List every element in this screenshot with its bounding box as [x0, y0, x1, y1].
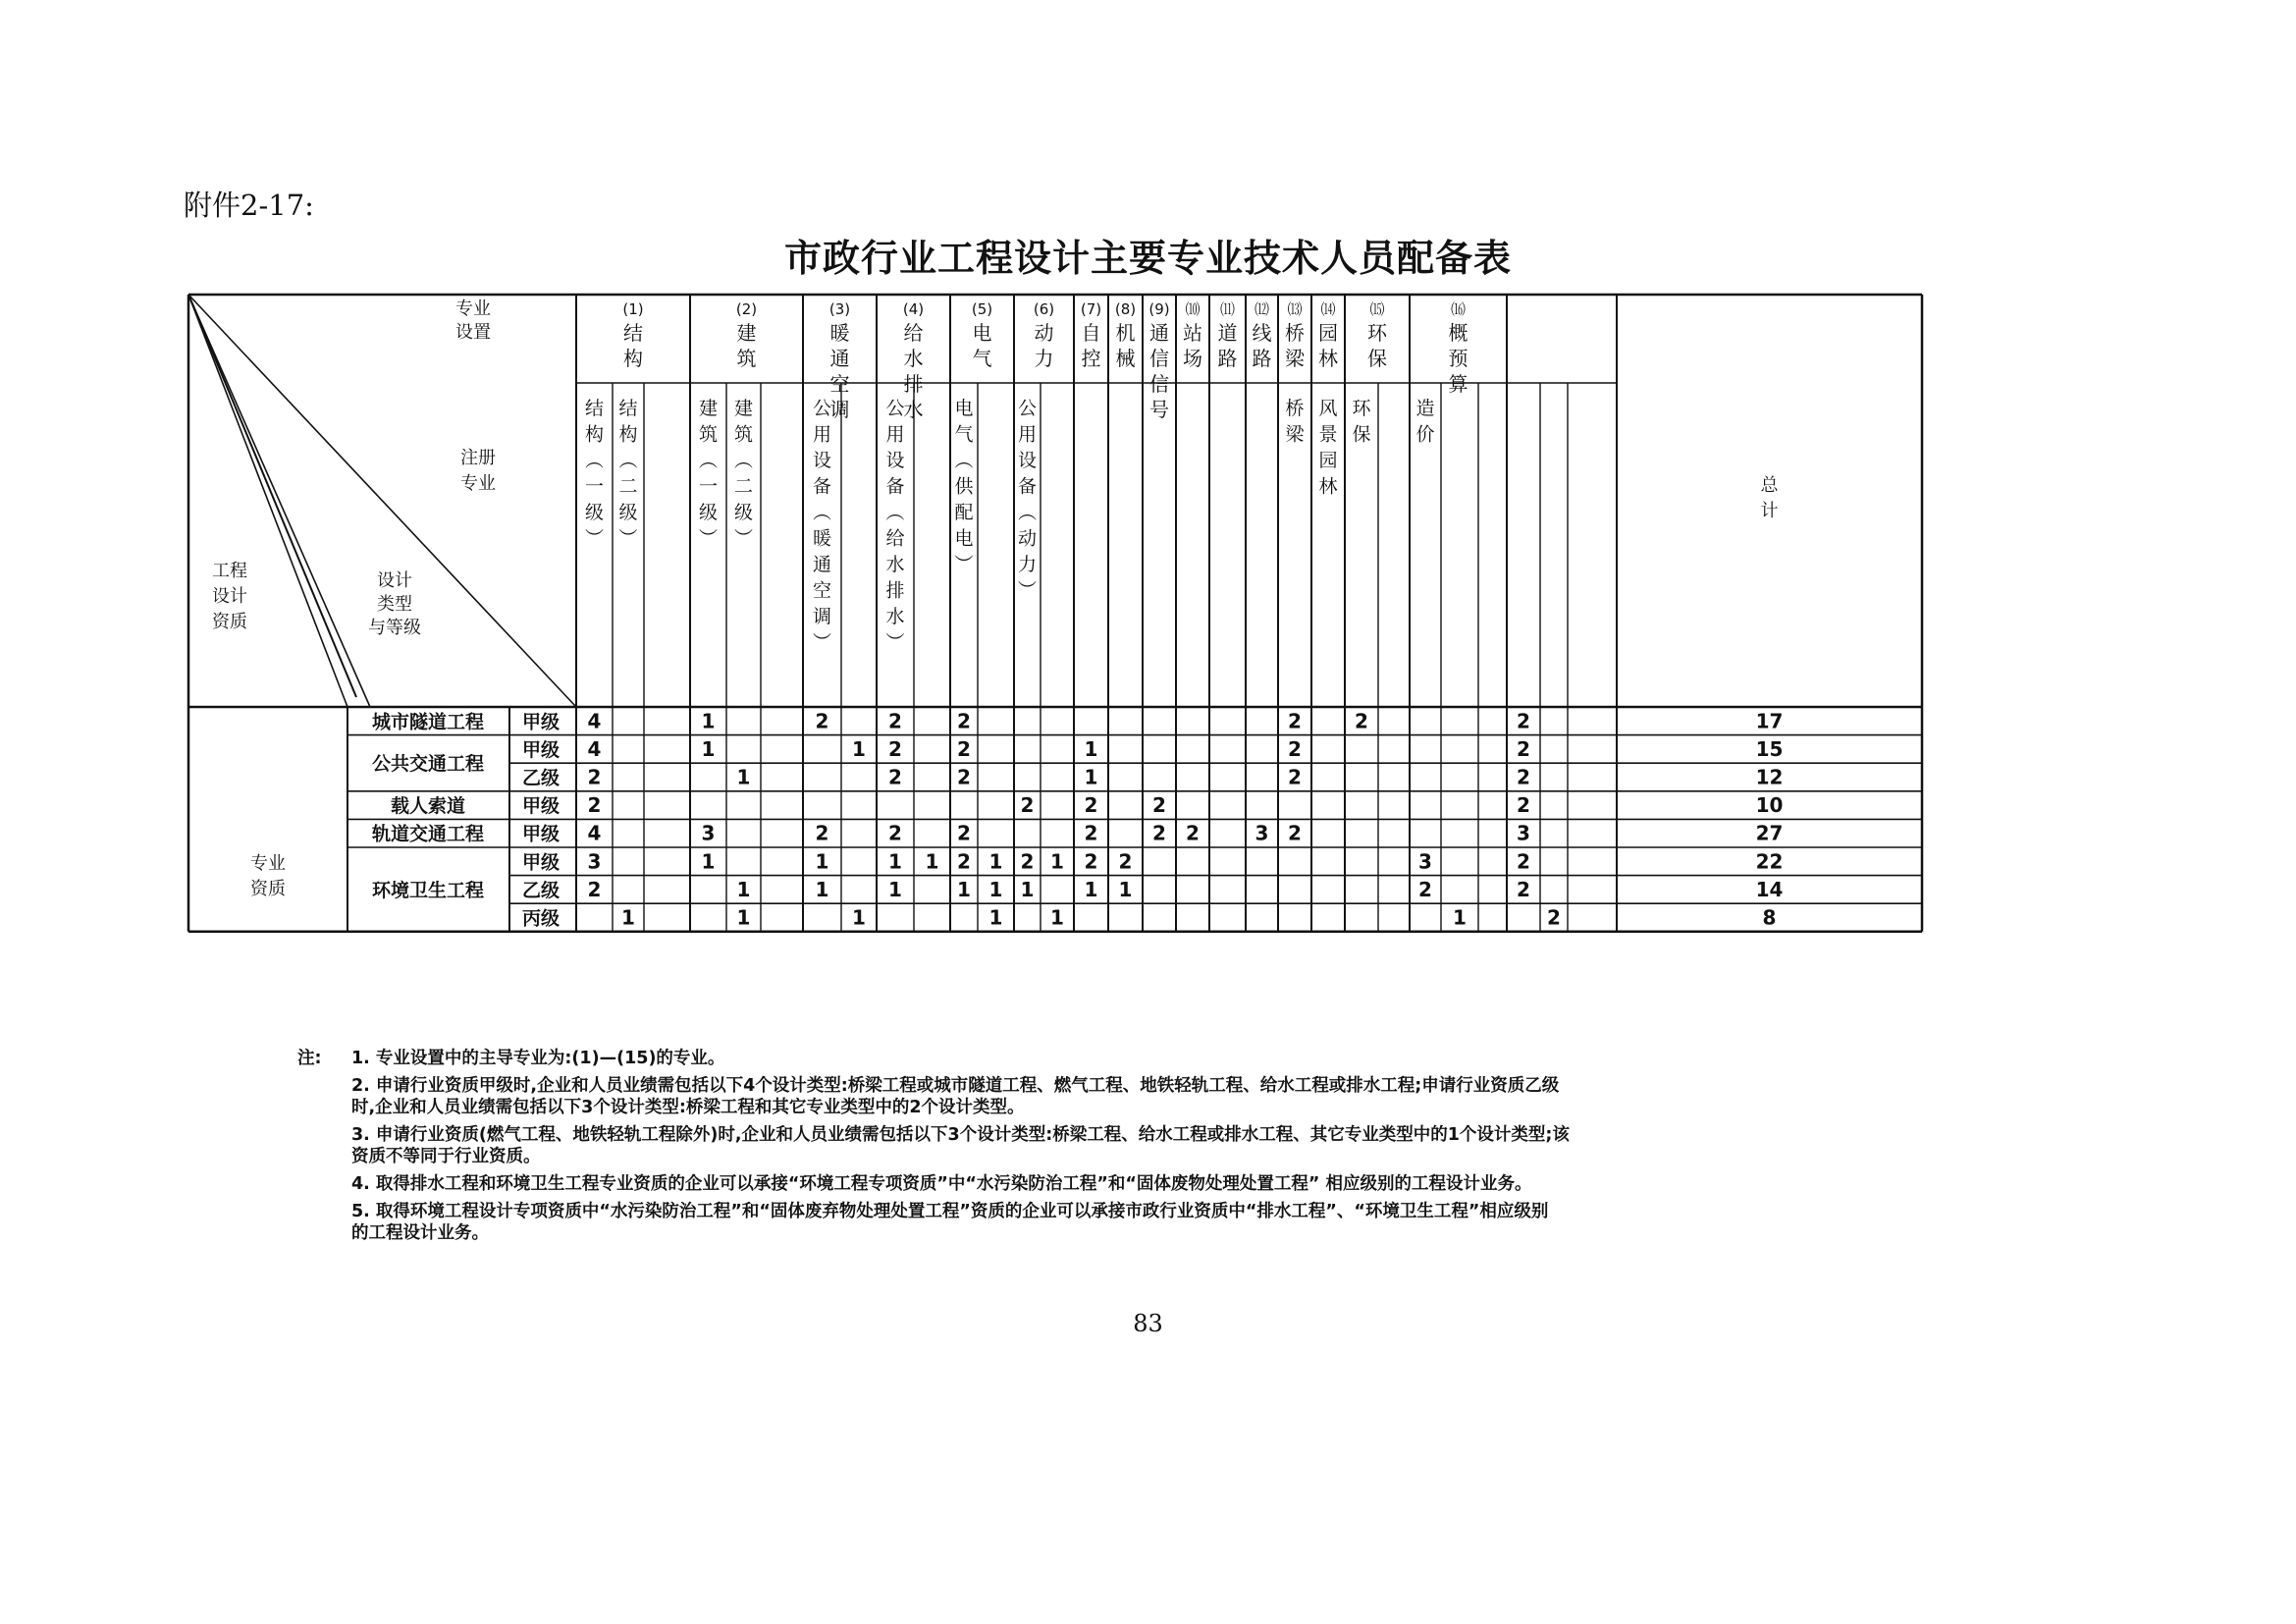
- specialty-number: (2): [735, 300, 758, 318]
- registered-specialty: 动: [1017, 527, 1038, 550]
- specialty-name: 信: [1149, 372, 1169, 396]
- count-cell: 1: [736, 905, 751, 930]
- note-line: 的工程设计业务。: [351, 1223, 489, 1243]
- registered-specialty: 保: [1352, 423, 1371, 446]
- specialty-name: 林: [1318, 347, 1338, 370]
- registered-specialty: 环: [1352, 398, 1371, 419]
- specialty-number: (5): [971, 300, 993, 318]
- registered-specialty: 桥: [1285, 398, 1305, 419]
- specialty-name: 筑: [736, 347, 757, 370]
- registered-specialty: 备: [812, 475, 832, 498]
- count-cell: 2: [1517, 736, 1530, 761]
- count-cell: 1: [701, 849, 716, 874]
- registered-specialty: ︶: [584, 527, 605, 550]
- count-cell: 1: [621, 905, 635, 930]
- count-cell: 1: [1084, 877, 1098, 901]
- registered-specialty: 级: [618, 502, 638, 523]
- count-cell: 2: [957, 709, 971, 733]
- specialty-name: 控: [1081, 347, 1101, 370]
- specialty-name: 建: [736, 321, 757, 345]
- total-cell: 10: [1755, 793, 1784, 818]
- registered-specialty: ︵: [954, 450, 974, 471]
- note-line: 资质不等同于行业资质。: [351, 1147, 541, 1166]
- specialty-name: 号: [1149, 398, 1169, 421]
- registered-specialty: 配: [954, 502, 974, 523]
- registered-specialty: ︶: [954, 554, 974, 575]
- registered-specialty: 构: [584, 423, 605, 446]
- count-cell: 1: [925, 849, 939, 874]
- registered-specialty: 造: [1415, 398, 1435, 419]
- registered-specialty: 二: [733, 475, 754, 498]
- count-cell: 1: [736, 877, 751, 901]
- specialty-number: (7): [1080, 300, 1102, 318]
- registered-specialty: 备: [1017, 475, 1038, 498]
- design-type-label: 环境卫生工程: [371, 879, 485, 901]
- header-total: 计: [1760, 501, 1779, 521]
- registered-specialty: ︶: [1017, 579, 1038, 602]
- count-cell: 1: [1453, 905, 1467, 930]
- count-cell: 2: [888, 765, 902, 789]
- count-cell: 2: [1020, 793, 1035, 818]
- count-cell: 2: [587, 877, 602, 901]
- specialty-name: 空: [829, 372, 850, 396]
- registered-specialty: 用: [885, 423, 905, 446]
- notes-label: 注:: [297, 1049, 322, 1068]
- specialty-number: (4): [902, 300, 925, 318]
- registered-specialty: 一: [584, 475, 605, 498]
- header-design-type-label: 与等级: [368, 618, 421, 638]
- count-cell: 1: [1050, 905, 1064, 930]
- registered-specialty: 用: [812, 423, 832, 446]
- count-cell: 2: [1418, 877, 1432, 901]
- specialty-name: 算: [1448, 372, 1468, 396]
- count-cell: 1: [988, 877, 1003, 901]
- grade-label: 甲级: [521, 823, 561, 845]
- qualification-label: 专业: [250, 853, 286, 874]
- registered-specialty: 梁: [1285, 423, 1305, 446]
- specialty-name: 道: [1217, 321, 1238, 345]
- specialty-name: 保: [1367, 347, 1387, 370]
- count-cell: 1: [701, 736, 716, 761]
- specialty-number: (6): [1033, 300, 1055, 318]
- registered-specialty: 设: [885, 450, 905, 471]
- count-cell: 3: [1517, 821, 1530, 845]
- registered-specialty: 一: [698, 475, 719, 498]
- header-design-type-label: 类型: [377, 594, 412, 615]
- note-line: 时,企业和人员业绩需包括以下3个设计类型:桥梁工程和其它专业类型中的2个设计类型。: [351, 1098, 1025, 1117]
- note-line: 1. 专业设置中的主导专业为:(1)—(15)的专业。: [351, 1049, 725, 1068]
- registered-specialty: 林: [1318, 475, 1338, 498]
- specialty-name: 机: [1115, 321, 1136, 345]
- count-cell: 2: [1517, 765, 1530, 789]
- specialty-number: ⒂: [1369, 300, 1385, 318]
- specialty-number: ⑾: [1219, 300, 1236, 318]
- specialty-number: (9): [1148, 300, 1170, 318]
- registered-specialty: 公: [885, 398, 905, 419]
- grid-line: [188, 295, 576, 707]
- specialty-name: 给: [903, 321, 924, 345]
- count-cell: 2: [1084, 793, 1098, 818]
- specialty-name: 环: [1367, 321, 1387, 345]
- specialty-number: ⑿: [1254, 300, 1270, 318]
- registered-specialty: ︶: [698, 527, 719, 550]
- grade-label: 甲级: [521, 738, 561, 761]
- registered-specialty: 电: [954, 398, 974, 419]
- count-cell: 2: [815, 709, 829, 733]
- registered-specialty: ︶: [885, 631, 905, 654]
- registered-specialty: 用: [1017, 423, 1038, 446]
- registered-specialty: 给: [885, 527, 905, 550]
- count-cell: 2: [1084, 849, 1098, 874]
- header-qualification-label: 设计: [212, 586, 247, 607]
- design-type-label: 城市隧道工程: [371, 711, 485, 733]
- count-cell: 2: [1118, 849, 1133, 874]
- specialty-name: 动: [1034, 321, 1054, 345]
- count-cell: 2: [957, 849, 971, 874]
- count-cell: 2: [1547, 905, 1561, 930]
- count-cell: 1: [1084, 736, 1098, 761]
- registered-specialty: ︵: [698, 450, 719, 471]
- specialty-name: 水: [903, 347, 924, 370]
- specialty-name: 信: [1149, 347, 1169, 370]
- registered-specialty: 结: [584, 398, 605, 419]
- total-cell: 14: [1755, 877, 1784, 901]
- count-cell: 2: [957, 821, 971, 845]
- specialty-name: 结: [623, 321, 643, 345]
- count-cell: 3: [587, 849, 602, 874]
- count-cell: 2: [1288, 765, 1302, 789]
- count-cell: 1: [988, 849, 1003, 874]
- count-cell: 2: [587, 765, 602, 789]
- specialty-name: 路: [1252, 347, 1272, 370]
- registered-specialty: 调: [812, 606, 832, 627]
- registered-specialty: 公: [1017, 398, 1038, 419]
- count-cell: 2: [1517, 877, 1530, 901]
- specialty-name: 通: [1149, 321, 1169, 345]
- count-cell: 4: [587, 709, 602, 733]
- registered-specialty: 结: [618, 398, 638, 419]
- page-title: 市政行业工程设计主要专业技术人员配备表: [783, 237, 1512, 280]
- design-type-label: 公共交通工程: [371, 753, 485, 776]
- count-cell: 1: [1118, 877, 1133, 901]
- registered-specialty: ︵: [618, 450, 638, 471]
- count-cell: 1: [852, 905, 866, 930]
- specialty-name: 械: [1115, 347, 1136, 370]
- registered-specialty: 级: [733, 502, 754, 523]
- note-line: 5. 取得环境工程设计专项资质中“水污染防治工程”和“固体废弃物处理处置工程”资质的企业可以承接市政行业资质中“排水工程”、“环境卫生工程”相应级别: [351, 1202, 1549, 1221]
- total-cell: 15: [1755, 736, 1784, 761]
- registered-specialty: ︶: [618, 527, 638, 550]
- registered-specialty: 供: [954, 475, 974, 498]
- specialty-name: 预: [1448, 347, 1468, 370]
- header-total: 总: [1760, 475, 1779, 496]
- qualification-label: 资质: [250, 879, 286, 899]
- specialty-number: ⒁: [1320, 300, 1336, 318]
- registered-specialty: 暖: [812, 527, 832, 550]
- specialty-name: 气: [972, 347, 992, 370]
- registered-specialty: 力: [1017, 554, 1038, 575]
- note-line: 3. 申请行业资质(燃气工程、地铁轻轨工程除外)时,企业和人员业绩需包括以下3个设计类型:桥梁工程、给水工程或排水工程、其它专业类型中的1个设计类型;该: [351, 1125, 1570, 1145]
- grid-line: [188, 295, 347, 707]
- count-cell: 3: [1418, 849, 1432, 874]
- total-cell: 8: [1762, 905, 1777, 930]
- specialty-name: 场: [1183, 347, 1202, 370]
- grade-label: 丙级: [521, 907, 561, 930]
- design-type-label: 轨道交通工程: [371, 823, 485, 845]
- page-number: 83: [1133, 1310, 1163, 1337]
- count-cell: 2: [587, 793, 602, 818]
- grade-label: 甲级: [521, 711, 561, 733]
- specialty-name: 园: [1318, 321, 1338, 345]
- specialty-number: ⑽: [1185, 300, 1201, 318]
- registered-specialty: 建: [698, 398, 719, 419]
- header-specialty-label: 设置: [455, 322, 491, 343]
- total-cell: 22: [1755, 849, 1784, 874]
- count-cell: 2: [1084, 821, 1098, 845]
- specialty-name: 桥: [1285, 321, 1305, 345]
- header-design-type-label: 设计: [377, 570, 412, 591]
- specialty-name: 排: [903, 372, 924, 396]
- specialty-name: 线: [1252, 321, 1272, 345]
- grid-line: [188, 295, 370, 707]
- total-cell: 27: [1755, 821, 1784, 845]
- registered-specialty: 筑: [733, 423, 754, 446]
- staffing-table: [188, 277, 1922, 1046]
- note-line: 2. 申请行业资质甲级时,企业和人员业绩需包括以下4个设计类型:桥梁工程或城市隧道工程、燃气工程、地铁轻轨工程、给水工程或排水工程;申请行业资质乙级: [351, 1076, 1560, 1096]
- count-cell: 1: [957, 877, 971, 901]
- count-cell: 3: [701, 821, 716, 845]
- count-cell: 1: [988, 905, 1003, 930]
- header-specialty-label: 专业: [455, 298, 491, 319]
- design-type-label: 载人索道: [390, 795, 466, 818]
- registered-specialty: ︶: [812, 631, 832, 654]
- grade-label: 甲级: [521, 795, 561, 818]
- grade-label: 乙级: [521, 879, 561, 901]
- count-cell: 1: [736, 765, 751, 789]
- registered-specialty: 设: [812, 450, 832, 471]
- specialty-name: 电: [972, 321, 992, 345]
- registered-specialty: 级: [584, 502, 605, 523]
- registered-specialty: 构: [618, 423, 638, 446]
- total-cell: 12: [1755, 765, 1784, 789]
- count-cell: 1: [1050, 849, 1064, 874]
- count-cell: 1: [888, 849, 902, 874]
- registered-specialty: 空: [812, 579, 832, 602]
- count-cell: 4: [587, 736, 602, 761]
- specialty-name: 调: [829, 398, 850, 421]
- registered-specialty: 建: [733, 398, 754, 419]
- total-cell: 17: [1755, 709, 1784, 733]
- specialty-number: (3): [828, 300, 851, 318]
- count-cell: 1: [701, 709, 716, 733]
- registered-specialty: 二: [618, 475, 638, 498]
- count-cell: 1: [852, 736, 866, 761]
- specialty-name: 路: [1217, 347, 1238, 370]
- header-registered-label: 注册: [460, 448, 496, 468]
- registered-specialty: ︵: [885, 502, 905, 523]
- specialty-name: 构: [623, 347, 643, 370]
- registered-specialty: ︵: [812, 502, 832, 523]
- registered-specialty: 排: [885, 579, 905, 602]
- registered-specialty: 级: [698, 502, 719, 523]
- registered-specialty: 公: [812, 398, 832, 419]
- note-line: 4. 取得排水工程和环境卫生工程专业资质的企业可以承接“环境工程专项资质”中“水污染防治工程”和“固体废物处理处置工程” 相应级别的工程设计业务。: [351, 1174, 1532, 1194]
- registered-specialty: 设: [1017, 450, 1038, 471]
- specialty-number: (8): [1114, 300, 1137, 318]
- specialty-name: 自: [1081, 321, 1101, 345]
- registered-specialty: 水: [885, 554, 905, 575]
- registered-specialty: ︵: [1017, 502, 1038, 523]
- specialty-name: 梁: [1285, 347, 1305, 370]
- count-cell: 2: [957, 736, 971, 761]
- count-cell: 2: [957, 765, 971, 789]
- header-registered-label: 专业: [460, 473, 496, 494]
- count-cell: 2: [1517, 793, 1530, 818]
- registered-specialty: 备: [885, 475, 905, 498]
- count-cell: 2: [1517, 709, 1530, 733]
- specialty-name: 概: [1448, 321, 1468, 345]
- header-qualification-label: 资质: [212, 612, 247, 632]
- grade-label: 甲级: [521, 851, 561, 874]
- count-cell: 2: [1355, 709, 1368, 733]
- specialty-name: 水: [903, 398, 924, 421]
- registered-specialty: 水: [885, 606, 905, 627]
- count-cell: 2: [1517, 849, 1530, 874]
- count-cell: 2: [888, 709, 902, 733]
- notes: [297, 1048, 1927, 1244]
- specialty-number: ⒃: [1450, 300, 1467, 318]
- count-cell: 2: [888, 736, 902, 761]
- count-cell: 1: [815, 849, 829, 874]
- specialty-name: 暖: [829, 321, 850, 345]
- count-cell: 4: [587, 821, 602, 845]
- count-cell: 2: [1288, 736, 1302, 761]
- registered-specialty: ︶: [733, 527, 754, 550]
- count-cell: 1: [1084, 765, 1098, 789]
- specialty-name: 力: [1034, 347, 1054, 370]
- count-cell: 2: [888, 821, 902, 845]
- count-cell: 3: [1255, 821, 1269, 845]
- registered-specialty: 园: [1318, 450, 1338, 471]
- specialty-name: 站: [1183, 321, 1202, 345]
- registered-specialty: ︵: [733, 450, 754, 471]
- count-cell: 1: [888, 877, 902, 901]
- specialty-name: 通: [829, 347, 850, 370]
- count-cell: 1: [815, 877, 829, 901]
- registered-specialty: 价: [1415, 423, 1435, 446]
- count-cell: 2: [1020, 849, 1035, 874]
- registered-specialty: 风: [1318, 398, 1338, 419]
- registered-specialty: 气: [954, 423, 974, 446]
- count-cell: 2: [1288, 709, 1302, 733]
- registered-specialty: 电: [954, 527, 974, 550]
- specialty-number: ⒀: [1287, 300, 1303, 318]
- count-cell: 1: [1020, 877, 1035, 901]
- registered-specialty: ︵: [584, 450, 605, 471]
- count-cell: 2: [1152, 793, 1166, 818]
- attachment-label: 附件2-17:: [184, 189, 314, 222]
- count-cell: 2: [1186, 821, 1200, 845]
- count-cell: 2: [1152, 821, 1166, 845]
- grade-label: 乙级: [521, 767, 561, 789]
- header-qualification-label: 工程: [212, 561, 247, 581]
- grid-line: [188, 295, 356, 697]
- registered-specialty: 筑: [698, 423, 719, 446]
- count-cell: 2: [815, 821, 829, 845]
- registered-specialty: 通: [812, 554, 832, 575]
- count-cell: 2: [1288, 821, 1302, 845]
- specialty-number: (1): [622, 300, 644, 318]
- registered-specialty: 景: [1318, 423, 1338, 446]
